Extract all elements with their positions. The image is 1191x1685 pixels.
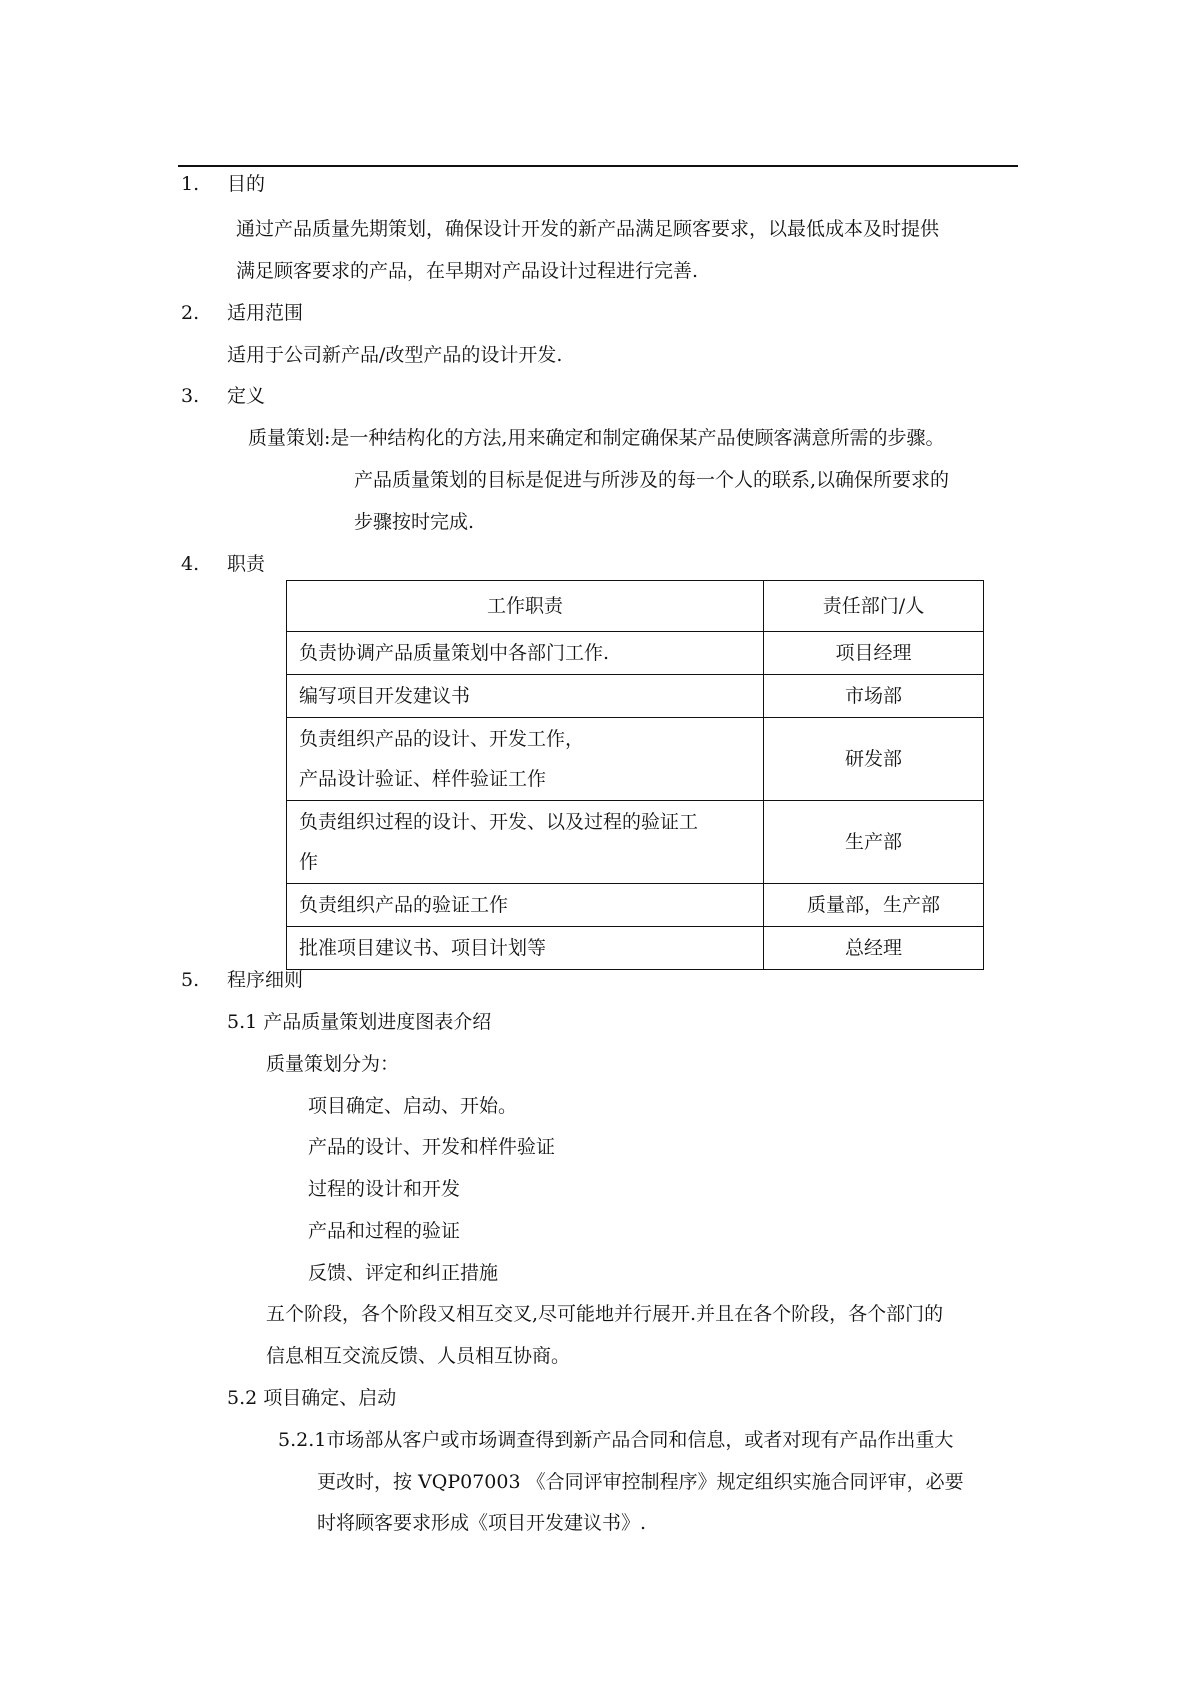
- section2-line: 适用于公司新产品/改型产品的设计开发.: [227, 344, 563, 366]
- responsibility-table: [286, 580, 984, 970]
- task-cell: 负责组织产品的设计、开发工作， 产品设计验证、样件验证工作: [287, 718, 764, 801]
- dept-cell: 市场部: [764, 675, 984, 718]
- dept-cell: 总经理: [764, 927, 984, 970]
- table-row: [287, 884, 984, 927]
- phase-item: 项目确定、启动、开始。: [308, 1095, 518, 1117]
- task-cell: 负责组织产品的验证工作: [287, 884, 764, 927]
- table-row: [287, 801, 984, 884]
- phase-item: 过程的设计和开发: [308, 1178, 461, 1200]
- clause-5-2-1-line-1: 5.2.1市场部从客户或市场调查得到新产品合同和信息，或者对现有产品作出重大: [278, 1429, 954, 1451]
- section5-number: 5.: [181, 969, 200, 991]
- table-row: [287, 675, 984, 718]
- section1-title: 目的: [227, 173, 266, 195]
- definition-line-2: 产品质量策划的目标是促进与所涉及的每一个人的联系,以确保所要求的: [354, 469, 950, 491]
- section3-title: 定义: [227, 385, 266, 407]
- dept-cell: 质量部，生产部: [764, 884, 984, 927]
- dept-cell: 生产部: [764, 801, 984, 884]
- clause-5-2-1-line-2: 更改时，按 VQP07003 《合同评审控制程序》规定组织实施合同评审，必要: [317, 1471, 964, 1493]
- table-row: [287, 718, 984, 801]
- section4-number: 4.: [181, 553, 200, 575]
- table-row: [287, 927, 984, 970]
- phase-item: 产品和过程的验证: [308, 1220, 461, 1242]
- table-header-row: [287, 581, 984, 632]
- task-cell: 负责协调产品质量策划中各部门工作.: [287, 632, 764, 675]
- subsection-5-1-title: 5.1 产品质量策划进度图表介绍: [227, 1011, 492, 1033]
- section2-title: 适用范围: [227, 302, 304, 324]
- table-row: [287, 632, 984, 675]
- section4-title: 职责: [227, 553, 266, 575]
- task-cell: 编写项目开发建议书: [287, 675, 764, 718]
- section1-line-2: 满足顾客要求的产品，在早期对产品设计过程进行完善.: [236, 260, 699, 282]
- section3-number: 3.: [181, 385, 200, 407]
- phase-item: 反馈、评定和纠正措施: [308, 1262, 499, 1284]
- section1-line-1: 通过产品质量先期策划，确保设计开发的新产品满足顾客要求，以最低成本及时提供: [236, 218, 940, 240]
- task-cell: 负责组织过程的设计、开发、以及过程的验证工 作: [287, 801, 764, 884]
- header-department: 责任部门/人: [764, 581, 984, 632]
- subsection-5-2-title: 5.2 项目确定、启动: [227, 1387, 397, 1409]
- phase-item: 产品的设计、开发和样件验证: [308, 1136, 556, 1158]
- dept-cell: 项目经理: [764, 632, 984, 675]
- section5-title: 程序细则: [227, 969, 304, 991]
- phases-summary-line-2: 信息相互交流反馈、人员相互协商。: [266, 1345, 571, 1367]
- clause-5-2-1-line-3: 时将顾客要求形成《项目开发建议书》.: [317, 1512, 647, 1534]
- section1-number: 1.: [181, 173, 200, 195]
- header-rule: [178, 165, 1018, 167]
- definition-line-3: 步骤按时完成.: [354, 511, 475, 533]
- phases-summary-line-1: 五个阶段，各个阶段又相互交叉,尽可能地并行展开.并且在各个阶段，各个部门的: [266, 1303, 944, 1325]
- section2-number: 2.: [181, 302, 200, 324]
- task-cell: 批准项目建议书、项目计划等: [287, 927, 764, 970]
- definition-line-1: 质量策划:是一种结构化的方法,用来确定和制定确保某产品使顾客满意所需的步骤。: [248, 427, 945, 449]
- dept-cell: 研发部: [764, 718, 984, 801]
- planning-intro: 质量策划分为：: [266, 1053, 400, 1075]
- header-duty: 工作职责: [287, 581, 764, 632]
